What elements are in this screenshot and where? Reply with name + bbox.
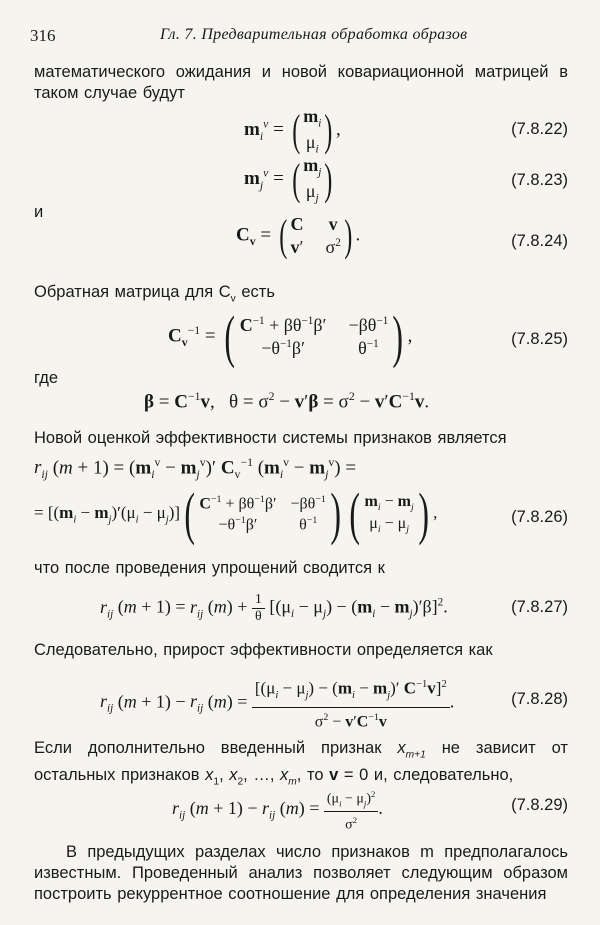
word-and: и	[34, 203, 44, 221]
paragraph-additional-feature: Если дополнительно введенный признак $x_{m+1}$ не зависит от остальных признаков $x_1$, $x_2$, …, $x_m$, то v = 0 и, следовательно,	[34, 739, 568, 788]
equation-number: (7.8.27)	[511, 598, 568, 616]
equation-7-8-22: $m_i^v$ = ( $m_i$ $\mu_i$ ) ,	[244, 105, 341, 156]
equation-7-8-23: $m_j^v$ = ( $m_j$ $\mu_j$ )	[244, 154, 333, 205]
paragraph-closing: В предыдущих разделах число признаков m предполагалось известным. Проведенный анализ позволяет следующим образом построить рекуррентное соотношение для определения значения	[34, 843, 568, 903]
equation-number: (7.8.29)	[511, 796, 568, 814]
paragraph-increment: Следовательно, прирост эффективности определяется как	[34, 641, 493, 659]
word-where: где	[34, 369, 59, 387]
page-number: 316	[30, 26, 56, 45]
equation-number: (7.8.23)	[511, 171, 568, 189]
equation-7-8-24: $C_v$ = ( C v v′ $\sigma^2$ ) .	[236, 211, 361, 260]
equation-number: (7.8.22)	[511, 120, 568, 138]
equation-7-8-26-line1: $r_{ij}$ $(m + 1) = (m_i^v - m_j^v)'$ $C_v^{-1}$ $(m_i^v - m_j^v)$ =	[34, 456, 357, 482]
equation-number: (7.8.25)	[511, 330, 568, 348]
equation-7-8-25: $C_v^{-1}$ = ( $C^{-1} + \beta\theta^{-1}\beta'$ $-\beta\theta^{-1}$ $-\theta^{-1}\beta'$ $\theta^{-1}$ ) ,	[168, 304, 413, 369]
equation-beta-theta: $\beta = C^{-1}v$, $\theta = \sigma^2 - v'\beta = \sigma^2 - v'C^{-1}v$.	[144, 390, 430, 413]
equation-7-8-27: $r_{ij}$ $(m + 1) = r_{ij}$ (m) + $\frac{1}{\theta}$ $[(\mu_i - \mu_j) - (m_i - m_j)'\beta]^2$.	[100, 592, 448, 624]
equation-number: (7.8.26)	[511, 508, 568, 526]
paragraph-intro: математического ожидания и новой ковариационной матрицей в таком случае будут	[34, 63, 568, 102]
equation-7-8-28: $r_{ij}$ $(m + 1) - r_{ij}$ (m) = $\frac{[(\mu_i - \mu_j) - (m_i - m_j)' C^{-1}v]^2}{\sigma^2 - v'C^{-1}v}$ .	[100, 674, 454, 732]
equation-number: (7.8.28)	[511, 690, 568, 708]
equation-7-8-26-line2: = $[(m_i - m_j)'(\mu_i - \mu_j)]$ ( $C^{-1} + \beta\theta^{-1}\beta'$ $-\beta\theta^{-1}$ $-\theta^{-1}\beta'$ $\theta^{-1}$ ) ( $m_i - m_j$ $\mu_i - \mu_j$ ) ,	[34, 481, 438, 546]
paragraph-inverse-matrix: Обратная матрица для $C_v$ есть	[34, 283, 275, 305]
paragraph-simplified: что после проведения упрощений сводится к	[34, 559, 385, 577]
running-title: Гл. 7. Предварительная обработка образов	[160, 26, 468, 43]
equation-number: (7.8.24)	[511, 232, 568, 250]
equation-7-8-29: $r_{ij}$ $(m + 1) - r_{ij}$ (m) = $\frac{(\mu_i - \mu_j)^2}{\sigma^2}$ .	[172, 786, 383, 834]
paragraph-new-estimate: Новой оценкой эффективности системы признаков является	[34, 429, 507, 447]
